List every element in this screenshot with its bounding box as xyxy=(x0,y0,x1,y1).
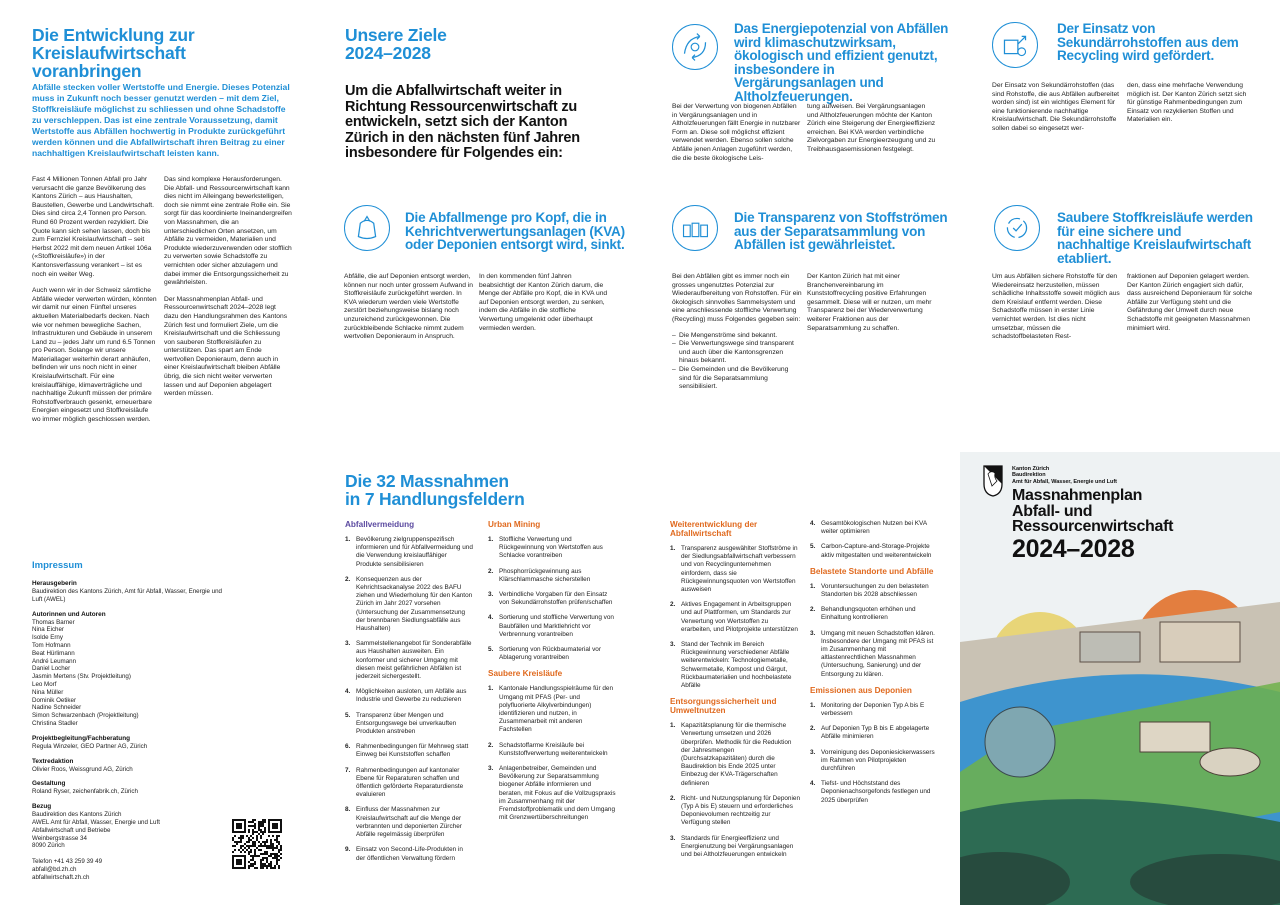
left-col1-p1: Fast 4 Millionen Tonnen Abfall pro Jahr verursacht die ganze Bevölkerung des Kantons Zürich – aus Haushalten, Baustellen, Gewerbe und Landwirtschaft. Dies sind circa 2,4 Tonnen pro Person. Rund 60 Prozent werden rezykliert. Die Quote kann sich sehen lassen, doch bis zum Fernziel Kreislaufwirtschaft – seit Herbst 2022 mit dem neuen Artikel 106a («Stoffkreisläufe») in der Kantonsverfassung verankert – ist es noch ein weiter Weg. xyxy=(32,176,154,278)
item-number: 2. xyxy=(670,601,676,609)
item-text: Bevölkerung zielgruppenspezifisch informieren und für Abfallvermeidung und die Verwendung kreislauffähiger Produkte sensibilisieren xyxy=(356,536,473,568)
list-item xyxy=(345,576,473,633)
list-item xyxy=(810,630,938,679)
item-text: Umgang mit neuen Schadstoffen klären. Insbesondere der Umgang mit PFAS ist im Zusammenhang mit altlastenrechtlichen Massnahmen (Untersuchung, Sanierung) und der Entsorgung zu klären. xyxy=(821,629,935,678)
item-text: Monitoring der Deponien Typ A bis E verbessern xyxy=(821,701,925,718)
impressum-text: Roland Ryser, zeichenfabrik.ch, Zürich xyxy=(32,788,138,796)
goal-transparenz-title: Die Transparenz von Stoffströmen aus der Separatsammlung von Abfällen ist gewährleistet. xyxy=(734,210,948,252)
item-text: Sortierung und stoffliche Verwertung von Baubfällen und Marktlehricht vor Verbrennung vorantreiben xyxy=(499,614,614,638)
item-text: Sammelstellenangebot für Sonderabfälle aus Haushalten ausweiten. Ein konformer und sicherer Umgang mit diesen meist gefährlichen Abfällen ist jederzeit sichergestellt. xyxy=(356,640,472,681)
impressum-text: Regula Winzeler, GEO Partner AG, Zürich xyxy=(32,742,148,750)
list-item xyxy=(488,646,616,662)
cover-org-l2: Baudirektion xyxy=(1012,472,1046,479)
item-number: 3. xyxy=(345,640,351,648)
item-text: Konsequenzen aus der Kehrichtsackanalyse 2022 des BAFU ziehen und Wiederholung für den Kanton Zürich im Jahr 2027 vorsehen (Untersuchung der Zusammensetzung der brennbaren Siedlungsabfälle aus Haushalten) xyxy=(356,575,473,633)
goal-energie-c1: Bei der Verwertung von biogenen Abfällen in Vergärungsanlagen und in Altholzfeuerungen fällt Energie in nutzbarer Form an. Diese soll möglichst effizient verwendet werden. Ebenso sollen solche Abfälle jenen Anlagen zugeführt werden, die die beste ökologische Leis- xyxy=(672,103,801,162)
list-item xyxy=(670,722,800,788)
item-text: Vorreinigung des Deponiesickerwassers im Rahmen von Pilotprojekten durchführen xyxy=(821,748,935,773)
list-item xyxy=(670,601,800,634)
item-number: 1. xyxy=(488,536,494,543)
item-text: Voruntersuchungen zu den belasteten Standorten bis 2028 abschliessen xyxy=(821,582,929,599)
item-number: 3. xyxy=(670,641,676,649)
goal-transparenz-list xyxy=(672,332,802,392)
item-number: 7. xyxy=(345,766,351,774)
item-number: 1. xyxy=(670,545,676,552)
item-text: Kantonale Handlungsspielräume für den Umgang mit PFAS (Per- und polyfluorierte Alkylverbindungen) identifizieren und nutzen, in Zusammenarbeit mit anderen Fachstellen xyxy=(499,685,614,734)
item-number: 1. xyxy=(670,722,676,730)
goal-transparenz-c2: Der Kanton Zürich hat mit einer Branchenvereinbarung im Kunststoffrecycling positive Erfahrungen gesammelt. Diese will er nutzen, um mehr Transparenz bei der Wiederverwertung weiterer Fraktionen aus der Separatsammlung zu schaffen. xyxy=(807,273,932,332)
item-text: Rahmenbedingungen für Mehrweg statt Einweg bei Kunststoffen schaffen xyxy=(356,743,469,759)
list-item xyxy=(810,520,938,536)
goal-menge-c2: In den kommenden fünf Jahren beabsichtigt der Kanton Zürich darum, die Menge der Abfälle pro Kopf, die in KVA und auf Deponien entsorgt werden, zu senken, indem die Abfälle in die stoffliche Verwertung umgelenkt oder überhaupt vermieden werden. xyxy=(479,273,608,332)
cover-org-l1: Kanton Zürich xyxy=(1012,466,1050,472)
impressum-text: Thomas Barner Nina Eicher Isolde Erny Tom Hofmann Beat Hürlimann André Leumann Daniel Locher Jasmin Mertens (Stv. Projektleitung) Leo Morf Nina Müller Dominik Oetiker Nadine Schneider Simon Schwarzenbach (Projektleitung) Christina Stadler xyxy=(32,618,139,727)
list-item xyxy=(345,743,473,759)
item-text: Kapazitätsplanung für die thermische Verwertung umsetzen und 2026 überprüfen. Methodik für die Reduktion der Jahresmengen (Durchsatzkapazitäten) durch die Baudirektion bis Ende 2025 unter Einbezug der KVA-Trägerschaften definieren xyxy=(681,722,792,787)
item-number: 3. xyxy=(810,629,816,637)
impressum-text: Olivier Roos, Weissgrund AG, Zürich xyxy=(32,765,133,773)
item-text: Phosphorrückgewinnung aus Klärschlammasche sicherstellen xyxy=(499,567,591,583)
list-item xyxy=(488,685,616,734)
list-item xyxy=(345,640,473,681)
cover-title-l3: Ressourcenwirtschaft xyxy=(1012,518,1174,535)
item-number: 3. xyxy=(670,834,676,842)
cover-org-l3: Amt für Abfall, Wasser, Energie und Luft xyxy=(1012,478,1118,485)
item-number: 1. xyxy=(810,582,816,590)
cover-title-l1: Massnahmenplan xyxy=(1012,487,1143,504)
left-col2-p1: Das sind komplexe Herausforderungen. Die Abfall- und Ressourcenwirtschaft kann dies nicht im Alleingang bewerkstelligen, doch sie nimmt eine zentrale Rolle ein. Sie sorgt für das koordinierte Ineinandergreifen von Massnahmen, die an unterschiedlichen Orten ansetzen, um Abfälle zu vermeiden, Materialien und Produkte wiederzuverwenden oder stofflich zu verwerten sowie Schadstoffe zu vernichten oder sicher abzulagern und dabei immer die Entsorgungssicherheit zu gewährleisten. xyxy=(164,176,292,287)
goal-menge-title: Die Abfallmenge pro Kopf, die in Kehrichtverwertungsanlagen (KVA) oder Deponien entsorgt wird, sinkt. xyxy=(405,210,625,252)
item-number: 1. xyxy=(488,685,494,693)
item-text: Aktives Engagement in Arbeitsgruppen und auf Plattformen, um Standards zur Verwertung von Wertstoffen zu erarbeiten, und Pilotprojekte unterstützen xyxy=(681,601,798,633)
item-text: Richt- und Nutzungsplanung für Deponien (Typ A bis E) steuern und erforderliches Deponievolumen rechtzeitig zur Verfügung stellen xyxy=(681,794,801,827)
item-text: Einfluss der Massnahmen zur Kreislaufwirtschaft auf die Menge der verbrannten und deponierten Zürcher Abfälle regelmässig überprüfen xyxy=(356,806,462,839)
list-item xyxy=(345,846,473,862)
list-item xyxy=(345,767,473,800)
list-item xyxy=(488,765,616,822)
field-urban-title: Urban Mining xyxy=(488,520,541,529)
item-number: 2. xyxy=(810,606,816,614)
item-text: Anlagenbetreiber, Gemeinden und Bevölkerung zur Separatsammlung biogener Abfälle informieren und beraten, mit Fokus auf die Vollzugspraxis im Zusammenhang mit der Fremdstoffproblematik und dem Umgang mit Grenzwertüberschreitungen xyxy=(499,765,616,822)
separate-collection-icon xyxy=(672,205,718,251)
item-number: 5. xyxy=(488,646,494,654)
goal-sekundaer-title: Der Einsatz von Sekundärrohstoffen aus dem Recycling wird gefördert. xyxy=(1057,21,1239,63)
list-item xyxy=(670,835,800,860)
list-item xyxy=(810,749,938,774)
list-item: – Die Mengenströme sind bekannt. xyxy=(672,332,802,341)
waste-bag-icon xyxy=(344,205,390,251)
item-text: Einsatz von Second-Life-Produkten in der öffentlichen Verwaltung fördern xyxy=(356,846,463,862)
item-number: 3. xyxy=(488,765,494,773)
impressum-heading: Projektbegleitung/Fachberatung xyxy=(32,734,131,742)
list-item xyxy=(345,806,473,839)
field-list xyxy=(810,702,938,805)
ziele-title xyxy=(345,26,605,62)
field-list xyxy=(670,722,800,859)
field-list xyxy=(810,520,938,560)
item-number: 2. xyxy=(810,725,816,733)
item-text: Behandlungsquoten erhöhen und Einhaltung kontrollieren xyxy=(821,606,916,622)
energy-recycle-icon xyxy=(672,24,718,70)
goal-stoffkreis-title: Saubere Stoffkreisläufe werden für eine sichere und nachhaltige Kreislaufwirtschaft etabliert. xyxy=(1057,210,1253,266)
left-col2 xyxy=(164,176,292,407)
goal-transparenz-c1 xyxy=(672,273,802,392)
impressum-text: Baudirektion des Kantons Zürich, Amt für Abfall, Wasser, Energie und Luft (AWEL) xyxy=(32,588,222,603)
field-list xyxy=(488,536,616,662)
item-text: Sortierung von Rückbaumaterial vor Ablagerung vorantreiben xyxy=(499,646,601,662)
goal-sekundaer-c1: Der Einsatz von Sekundärrohstoffen (das sind Rohstoffe, die aus Abfällen aufbereitet worden sind) ist ein wichtiges Element für eine funktionierende nachhaltige Kreislaufwirtschaft. Die Sekundärrohstoffe sollen dabei so eingesetzt wer- xyxy=(992,82,1120,132)
item-number: 8. xyxy=(345,806,351,814)
list-item xyxy=(670,641,800,690)
massnahmen-title-l1: Die 32 Massnahmen xyxy=(345,471,509,491)
list-item xyxy=(810,780,938,805)
item-number: 9. xyxy=(345,846,351,854)
impressum xyxy=(32,560,222,888)
ziele-title-l1: Unsere Ziele xyxy=(345,25,447,45)
list-item: – Die Gemeinden und die Bevölkerung sind für die Separatsammlung sensibilisiert. xyxy=(672,366,802,392)
clean-cycle-icon xyxy=(994,205,1040,251)
item-number: 2. xyxy=(670,794,676,802)
cover-title xyxy=(1012,488,1272,535)
list-item xyxy=(345,688,473,704)
impressum-heading: Autorinnen und Autoren xyxy=(32,610,106,618)
cover xyxy=(960,452,1280,905)
item-number: 2. xyxy=(488,567,494,575)
list-item xyxy=(810,583,938,599)
item-number: 5. xyxy=(345,711,351,719)
list-item xyxy=(810,702,938,718)
ziele-lead: Um die Abfallwirtschaft weiter in Richtung Ressourcenwirtschaft zu entwickeln, setzt sich der Kanton Zürich in den nächsten fünf Jahren insbesondere für Folgendes ein: xyxy=(345,83,580,161)
list-item: – Die Verwertungswege sind transparent und auch über die Kantonsgrenzen hinaus bekannt. xyxy=(672,340,802,366)
item-text: Transparenz über Mengen und Entsorgungswege bei unverkauften Produkten anstreben xyxy=(356,711,457,736)
goal-transparenz-intro: Bei den Abfällen gibt es immer noch ein grosses ungenutztes Potenzial zur Wiederaufbereitung von Rohstoffen. Für ein ökologisch sinnvolles Sammelsystem und eine anschliessende stoffliche Verwertung (Recycling) muss Folgendes gegeben sein: xyxy=(672,273,802,323)
cover-title-l2: Abfall- und xyxy=(1012,502,1093,520)
field-list xyxy=(488,685,616,822)
item-number: 5. xyxy=(810,543,816,551)
field-list xyxy=(670,545,800,690)
item-text: Carbon-Capture-and-Storage-Projekte aktiv mitgestalten und weiterentwickeln xyxy=(821,543,932,559)
impressum-heading: Herausgeberin xyxy=(32,580,77,587)
item-number: 1. xyxy=(345,536,351,543)
field-sauber-title: Saubere Kreisläufe xyxy=(488,669,563,679)
massnahmen-title-l2: in 7 Handlungsfeldern xyxy=(345,489,525,509)
field-emissionen-title: Emissionen aus Deponien xyxy=(810,685,912,695)
cover-year: 2024–2028 xyxy=(1012,535,1135,563)
field-belastet-title: Belastete Standorte und Abfälle xyxy=(810,566,934,576)
field-list xyxy=(810,583,938,679)
list-item xyxy=(810,606,938,622)
massnahmen-title xyxy=(345,472,605,508)
item-number: 4. xyxy=(810,520,816,527)
item-number: 2. xyxy=(345,575,351,583)
list-item xyxy=(488,568,616,584)
list-item xyxy=(488,614,616,639)
impressum-title: Impressum xyxy=(32,560,83,571)
item-number: 4. xyxy=(488,614,494,622)
canton-logo-icon xyxy=(982,464,1004,498)
impressum-heading: Gestaltung xyxy=(32,780,66,788)
item-number: 6. xyxy=(345,743,351,751)
item-number: 4. xyxy=(810,780,816,788)
field-weiter-title: Weiterentwicklung der Abfallwirtschaft xyxy=(670,520,758,538)
item-text: Rahmenbedingungen auf kantonaler Ebene für Reparaturen schaffen und öffentlich geförderte Reparaturdienste evaluieren xyxy=(356,766,464,799)
field-weiter xyxy=(670,520,800,866)
field-col4 xyxy=(810,520,938,812)
item-number: 4. xyxy=(345,688,351,696)
left-col1 xyxy=(32,176,158,433)
field-abfallvermeidung xyxy=(345,520,473,870)
list-item xyxy=(488,591,616,607)
item-text: Schadstoffarme Kreisläufe bei Kunststoffverwertung weiterentwickeln xyxy=(499,741,608,757)
recycling-materials-icon xyxy=(992,22,1038,68)
item-text: Gesamtökologischen Nutzen bei KVA weiter optimieren xyxy=(821,520,927,536)
goal-energie-c2: tung aufweisen. Bei Vergärungsanlagen und Altholzfeuerungen möchte der Kanton Zürich eine Steigerung der Energieeffizienz erreichen. Bei KVA werden verbindliche Zielvorgaben zur Energieerzeugung und zu Treibhausgasemissionen festgelegt. xyxy=(807,103,936,153)
left-col1-p2: Auch wenn wir in der Schweiz sämtliche Abfälle wieder verwerten würden, könnten wir damit nur einen Fünftel unseres aktuellen Materialbedarfs decken. Nach wie vor nehmen bewegliche Sachen, Infrastrukturen und Gebäude in unserem Land zu – jedes Jahr um rund 6.5 Tonnen pro Person. Solange wir unsere Materiallager weiterhin derart anhäufen, befinden wir uns noch nicht in einer Kreislaufwirtschaft. Für eine kreislauffähige, klimaverträgliche und nachhaltige Zukunft müssen der primäre Rohstoffverbrauch gesenkt, erneuerbare Energien eingesetzt und Stoffkreisläufe wo immer möglich geschlossen werden. xyxy=(32,287,157,424)
goal-menge-c1: Abfälle, die auf Deponien entsorgt werden, können nur noch unter grossem Aufwand in Stoffkreisläufe zurückgeführt werden. In KVA wiederum werden viele Wertstoffe zerstört beziehungsweise bislang noch unzureichend zurückgewonnen. Die zurückbleibende Schlacke nimmt zudem wertvollen Deponieraum in Anspruch. xyxy=(344,273,474,341)
left-title: Die Entwicklung zur Kreislaufwirtschaft voranbringen xyxy=(32,25,195,81)
left-intro: Abfälle stecken voller Wertstoffe und Energie. Dieses Potenzial muss in Zukunft noch besser genutzt werden – mit dem Ziel, Stoffkreisläufe möglichst zu schliessen und ohne Schadstoffe zu verschleppen. Das ist eine zentrale Voraussetzung, damit Wertstoffe aus Abfällen hochwertig in Produkte zurückgeführt werden können und die Abfallwirtschaft ihren Beitrag zu einer nachhaltigen Kreislaufwirtschaft leisten kann. xyxy=(32,82,290,158)
goal-stoffkreis-c2: fraktionen auf Deponien gelagert werden. Der Kanton Zürich engagiert sich dafür, dass ausreichend Deponieraum für solche Abfälle zur Verfügung steht und die Gefährdung der Umwelt durch neue Schadstoffe mit geeigneten Massnahmen minimiert wird. xyxy=(1127,273,1253,332)
item-number: 3. xyxy=(488,591,494,599)
left-col2-p2: Der Massnahmenplan Abfall- und Ressourcenwirtschaft 2024–2028 legt dazu den Handlungsrahmen des Kantons Zürich fest und formuliert Ziele, um die Kreislaufwirtschaft und die Schliessung von sauberen Stoffkreisläufen zu unterstützen. Das spart am Ende wertvollen Deponieraum, denn auch in einer Kreislaufwirtschaft bleiben Abfälle übrig, die sich nicht weiter verwerten lassen und auf Deponien abgelagert werden müssen. xyxy=(164,295,288,398)
item-text: Stand der Technik im Bereich Rückgewinnung verschiedener Abfälle weiterentwickeln: Technologiemetalle, Schwermetalle, Kompost und Gärgut, Rückbaumaterialien und hochbelastete Abfälle xyxy=(681,641,792,690)
qr-code[interactable] xyxy=(232,819,282,869)
ziele-title-l2: 2024–2028 xyxy=(345,43,431,63)
goal-energie-title: Das Energiepotenzial von Abfällen wird klimaschutzwirksam, ökologisch und effizient genutzt, insbesondere in Vergärungsanlagen und Altholzfeuerungen. xyxy=(734,21,949,104)
item-number: 2. xyxy=(488,741,494,749)
item-text: Auf Deponien Typ B bis E abgelagerte Abfälle minimieren xyxy=(821,725,930,741)
field-list xyxy=(345,536,473,863)
field-entsorgung-title: Entsorgungssicherheit und Umweltnutzen xyxy=(670,697,777,716)
list-item xyxy=(488,742,616,758)
item-text: Möglichkeiten ausloten, um Abfälle aus Industrie und Gewerbe zu reduzieren xyxy=(356,688,467,704)
item-text: Verbindliche Vorgaben für den Einsatz von Sekundärrohstoffen prüfen/schaffen xyxy=(499,591,613,607)
item-text: Stoffliche Verwertung und Rückgewinnung von Wertstoffen aus Schlacke vorantreiben xyxy=(499,536,603,560)
field-urban xyxy=(488,520,616,829)
impressum-blocks xyxy=(32,580,222,881)
list-item xyxy=(488,536,616,561)
list-item xyxy=(670,545,800,594)
list-item xyxy=(810,543,938,559)
impressum-heading: Bezug xyxy=(32,803,52,811)
impressum-text: Baudirektion des Kantons Zürich AWEL Amt für Abfall, Wasser, Energie und Luft Abfallwirtschaft und Betriebe Weinbergstrasse 34 8090 Zürich Telefon +41 43 259 39 49 abfall@bd.zh.ch abfallwirtschaft.zh.ch xyxy=(32,811,160,881)
impressum-heading: Textredaktion xyxy=(32,757,74,765)
item-text: Standards für Energieeffizienz und Energienutzung bei Vergärungsanlagen und bei Altholzfeuerungen entwickeln xyxy=(681,834,794,859)
field-abfallvermeidung-title: Abfallvermeidung xyxy=(345,520,415,529)
goal-stoffkreis-c1: Um aus Abfällen sichere Rohstoffe für den Wiedereinsatz herzustellen, müssen schädliche Inhaltsstoffe soweit möglich aus dem Kreislauf entfernt werden. Diese Schadstoffe müssen in erster Linie vernichtet werden. Ist dies nicht umsetzbar, müssen die schadstoffbelasteten Rest- xyxy=(992,273,1120,341)
item-number: 3. xyxy=(810,748,816,756)
list-item xyxy=(345,536,473,569)
item-number: 1. xyxy=(810,701,816,709)
cover-org xyxy=(1012,466,1212,485)
list-item xyxy=(670,795,800,828)
list-item xyxy=(810,725,938,741)
item-text: Tiefst- und Höchststand des Deponienachsorgefonds festlegen und 2025 überprüfen xyxy=(821,780,931,804)
goal-sekundaer-c2: den, dass eine mehrfache Verwendung möglich ist. Der Kanton Zürich setzt sich für günstige Rahmenbedingungen zum Einsatz von rezyklierten Stoffen und Materialien ein. xyxy=(1127,82,1247,124)
item-text: Transparenz ausgewählter Stoffströme in der Siedlungsabfallwirtschaft verbessern und von Recyclingunternehmen einfordern, dass sie Rückgewinnungsquoten von Wertstoffen ausweisen xyxy=(681,545,798,594)
list-item xyxy=(345,712,473,737)
